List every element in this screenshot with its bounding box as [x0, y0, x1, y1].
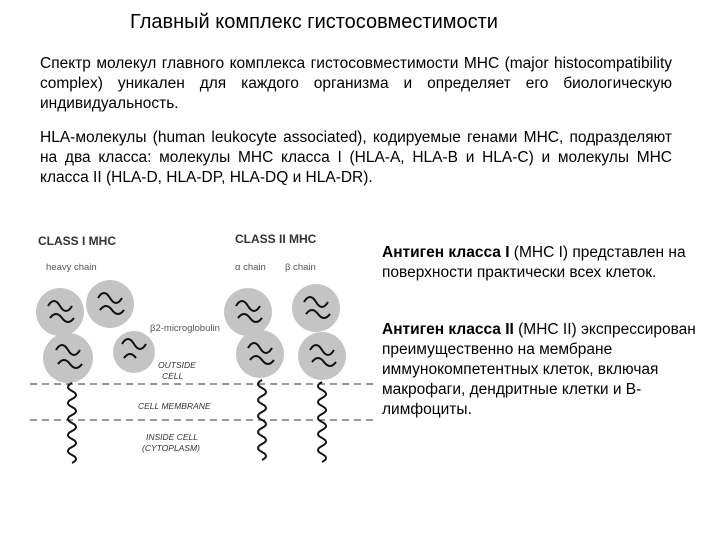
- class2-molecule: [224, 284, 346, 462]
- beta-chain-label: β chain: [285, 262, 316, 273]
- class1-description: [382, 243, 707, 283]
- class1-heading: Антиген класса I: [382, 244, 510, 261]
- class2-description: [382, 320, 707, 420]
- class1-text: (MHC I) представлен на поверхности практически всех клеток.: [382, 244, 686, 281]
- paragraph-mhc-spectrum: Спектр молекул главного комплекса гистосовместимости MHC (major histocompatibility complex) уникален для каждого организма и определяет его биологическую индивидуальность.: [40, 55, 672, 112]
- class2-title: CLASS II MHC: [235, 232, 317, 246]
- page-title: Главный комплекс гистосовместимости: [130, 11, 498, 33]
- class2-heading: Антиген класса II: [382, 321, 514, 338]
- outside-cell-label-2: CELL: [162, 371, 184, 381]
- outside-cell-label-1: OUTSIDE: [158, 360, 196, 370]
- inside-cell-label-2: (CYTOPLASM): [142, 443, 200, 453]
- mhc-diagram: [30, 228, 375, 473]
- class1-title: CLASS I MHC: [38, 234, 116, 248]
- class1-molecule: [36, 280, 155, 463]
- b2m-label: β2-microglobulin: [150, 323, 220, 334]
- class2-text: (MHC II) экспрессирован преимущественно на мембране иммунокомпетентных клеток, включая макрофаги, дендритные клетки и В-лимфоциты.: [382, 321, 696, 418]
- alpha-chain-label: α chain: [235, 262, 266, 273]
- paragraph-hla-classes: HLA-молекулы (human leukocyte associated), кодируемые генами MHC, подразделяют на два класса: молекулы MHC класса I (HLA-A, HLA-B и HLA-C) и молекулы MHC класса II (HLA-D, HLA-DP, HLA-DQ и HLA-DR).: [40, 129, 672, 186]
- inside-cell-label-1: INSIDE CELL: [146, 432, 198, 442]
- cell-membrane-label: CELL MEMBRANE: [138, 401, 211, 411]
- heavy-chain-label: heavy chain: [46, 262, 97, 273]
